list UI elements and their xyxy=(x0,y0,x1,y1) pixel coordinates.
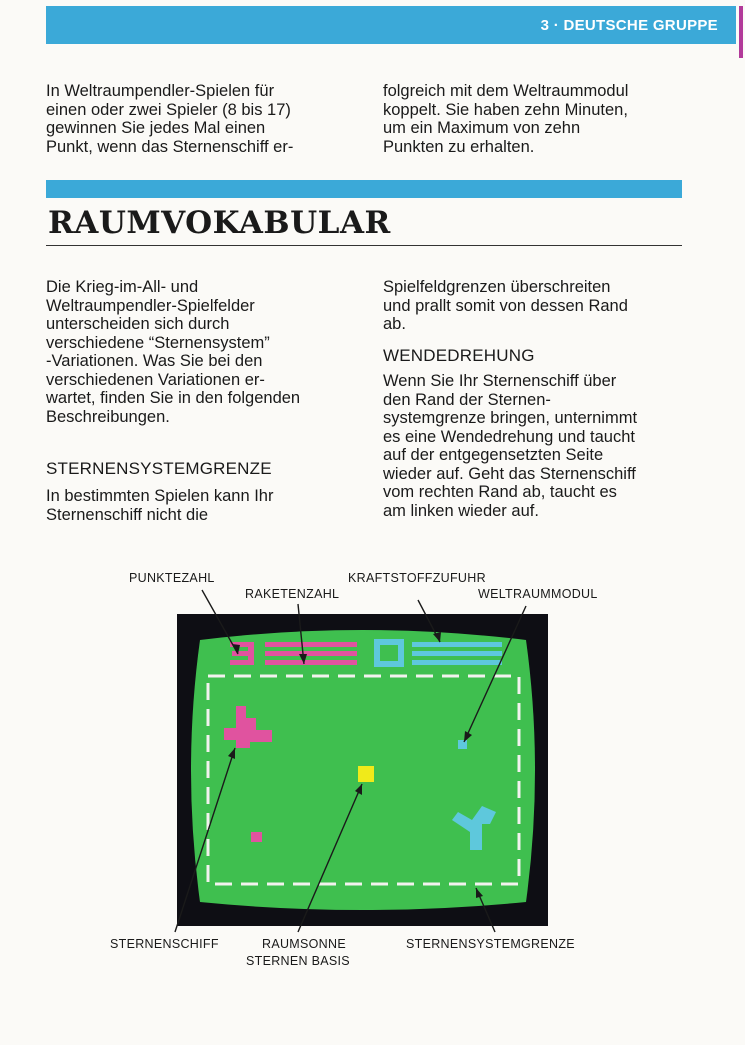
label-raumsonne: RAUMSONNE xyxy=(262,937,346,951)
body-text-right: Spielfeldgrenzen überschreiten und prallt somit von dessen Rand ab. xyxy=(383,278,628,333)
label-sternensystemgrenze: STERNENSYSTEMGRENZE xyxy=(406,937,575,951)
space-module xyxy=(458,740,467,749)
label-raketenzahl: RAKETENZAHL xyxy=(245,587,340,601)
pink-missile xyxy=(251,832,262,842)
label-sternen-basis: STERNEN BASIS xyxy=(246,954,350,968)
section-title: RAUMVOKABULAR xyxy=(48,205,391,241)
space-sun xyxy=(358,766,374,782)
label-punktezahl: PUNKTEZAHL xyxy=(129,571,215,585)
chapter-label: 3 · DEUTSCHE GRUPPE xyxy=(540,17,718,34)
label-weltraummodul: WELTRAUMMODUL xyxy=(478,587,598,601)
subhead-sternensystemgrenze: STERNENSYSTEMGRENZE xyxy=(46,459,272,478)
body-text-left: Die Krieg-im-All- und Weltraumpendler-Spielfelder unterscheiden sich durch verschiedene “Sternensystem” -Variationen. Was Sie bei den verschiedenen Variationen er- wartet, finden Sie in den folgenden Beschreibungen. xyxy=(46,278,301,426)
body-text-left-2: In bestimmten Spielen kann Ihr Sternenschiff nicht die xyxy=(46,487,274,524)
label-sternenschiff: STERNENSCHIFF xyxy=(110,937,219,951)
subhead-wendedrehung: WENDEDREHUNG xyxy=(383,346,535,365)
intro-text-right: folgreich mit dem Weltraummodul koppelt. Sie haben zehn Minuten, um ein Maximum von zehn Punkten zu erhalten. xyxy=(383,82,629,156)
intro-text-left: In Weltraumpendler-Spielen für einen oder zwei Spieler (8 bis 17) gewinnen Sie jedes Mal einen Punkt, wenn das Sternenschiff er- xyxy=(46,82,294,156)
missile-count-bars xyxy=(265,642,357,665)
body-text-right-2: Wenn Sie Ihr Sternenschiff über den Rand der Sternen- systemgrenze bringen, unternimmt es eine Wendedrehung und taucht auf der entgegensetzten Seite wieder auf. Geht das Sternenschiff vom rechten Rand ab, taucht es am linken wieder auf. xyxy=(383,372,638,520)
fuel-bars xyxy=(412,642,502,665)
label-kraftstoffzufuhr: KRAFTSTOFFZUFUHR xyxy=(348,571,486,585)
